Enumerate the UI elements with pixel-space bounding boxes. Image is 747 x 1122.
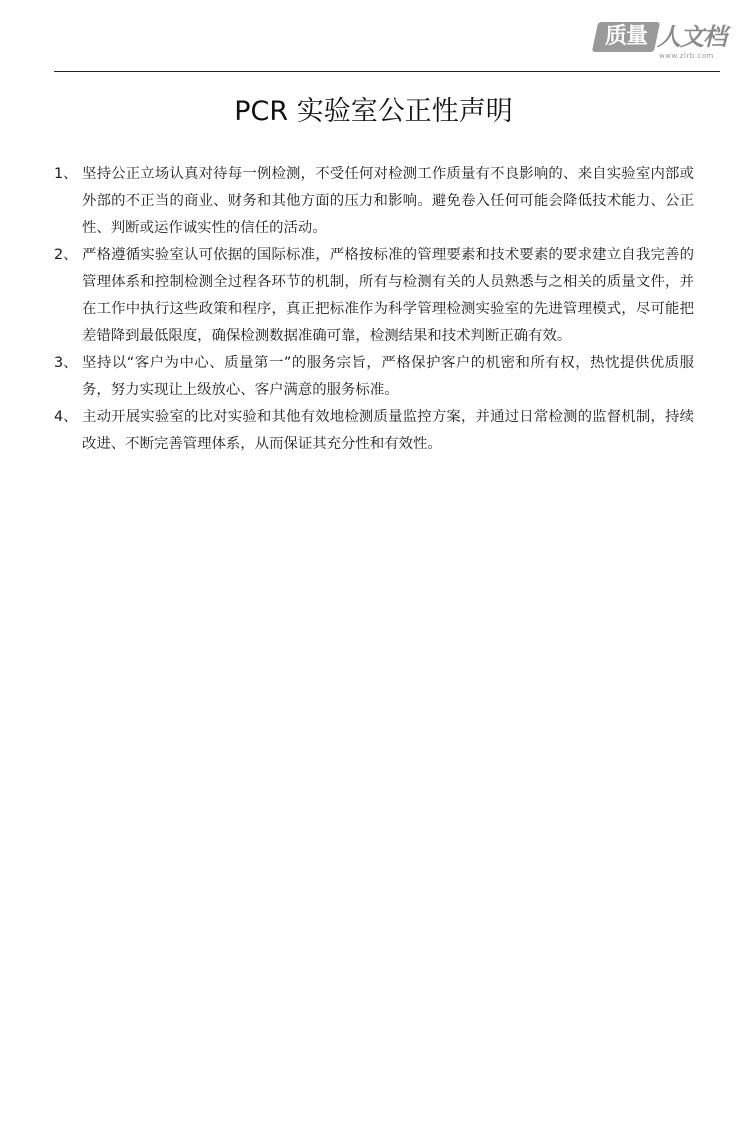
- item-number: 1、: [54, 166, 78, 182]
- header-divider: [54, 71, 720, 72]
- logo-url: www.zlrb.com: [659, 52, 714, 60]
- item-text: 坚持以“客户为中心、质量第一”的服务宗旨，严格保护客户的机密和所有权，热忱提供优质服务，努力实现让上级放心、客户满意的服务标准。: [82, 355, 694, 398]
- statement-item: [54, 161, 694, 242]
- item-text: 主动开展实验室的比对实验和其他有效地检测质量监控方案，并通过日常检测的监督机制，持续改进、不断完善管理体系，从而保证其充分性和有效性。: [82, 409, 694, 452]
- statement-item: [54, 242, 694, 350]
- statement-list: [54, 161, 694, 458]
- item-text: 坚持公正立场认真对待每一例检测，不受任何对检测工作质量有不良影响的、来自实验室内部或外部的不正当的商业、财务和其他方面的压力和影响。避免卷入任何可能会降低技术能力、公正性、判断或运作诚实性的信任的活动。: [82, 166, 694, 236]
- site-logo: [595, 18, 735, 62]
- statement-item: [54, 404, 694, 458]
- item-number: 2、: [54, 247, 78, 263]
- logo-mark-text: 质量: [604, 24, 647, 49]
- logo-mark: [592, 22, 660, 52]
- item-text: 严格遵循实验室认可依据的国际标准，严格按标准的管理要素和技术要素的要求建立自我完善的管理体系和控制检测全过程各环节的机制，所有与检测有关的人员熟悉与之相关的质量文件，并在工作中执行这些政策和程序，真正把标准作为科学管理检测实验室的先进管理模式，尽可能把差错降到最低限度，确保检测数据准确可靠，检测结果和技术判断正确有效。: [82, 247, 694, 344]
- item-number: 4、: [54, 409, 78, 425]
- item-number: 3、: [54, 355, 78, 371]
- document-title: PCR 实验室公正性声明: [234, 96, 513, 127]
- logo-text: 人文档: [657, 23, 726, 51]
- statement-item: [54, 350, 694, 404]
